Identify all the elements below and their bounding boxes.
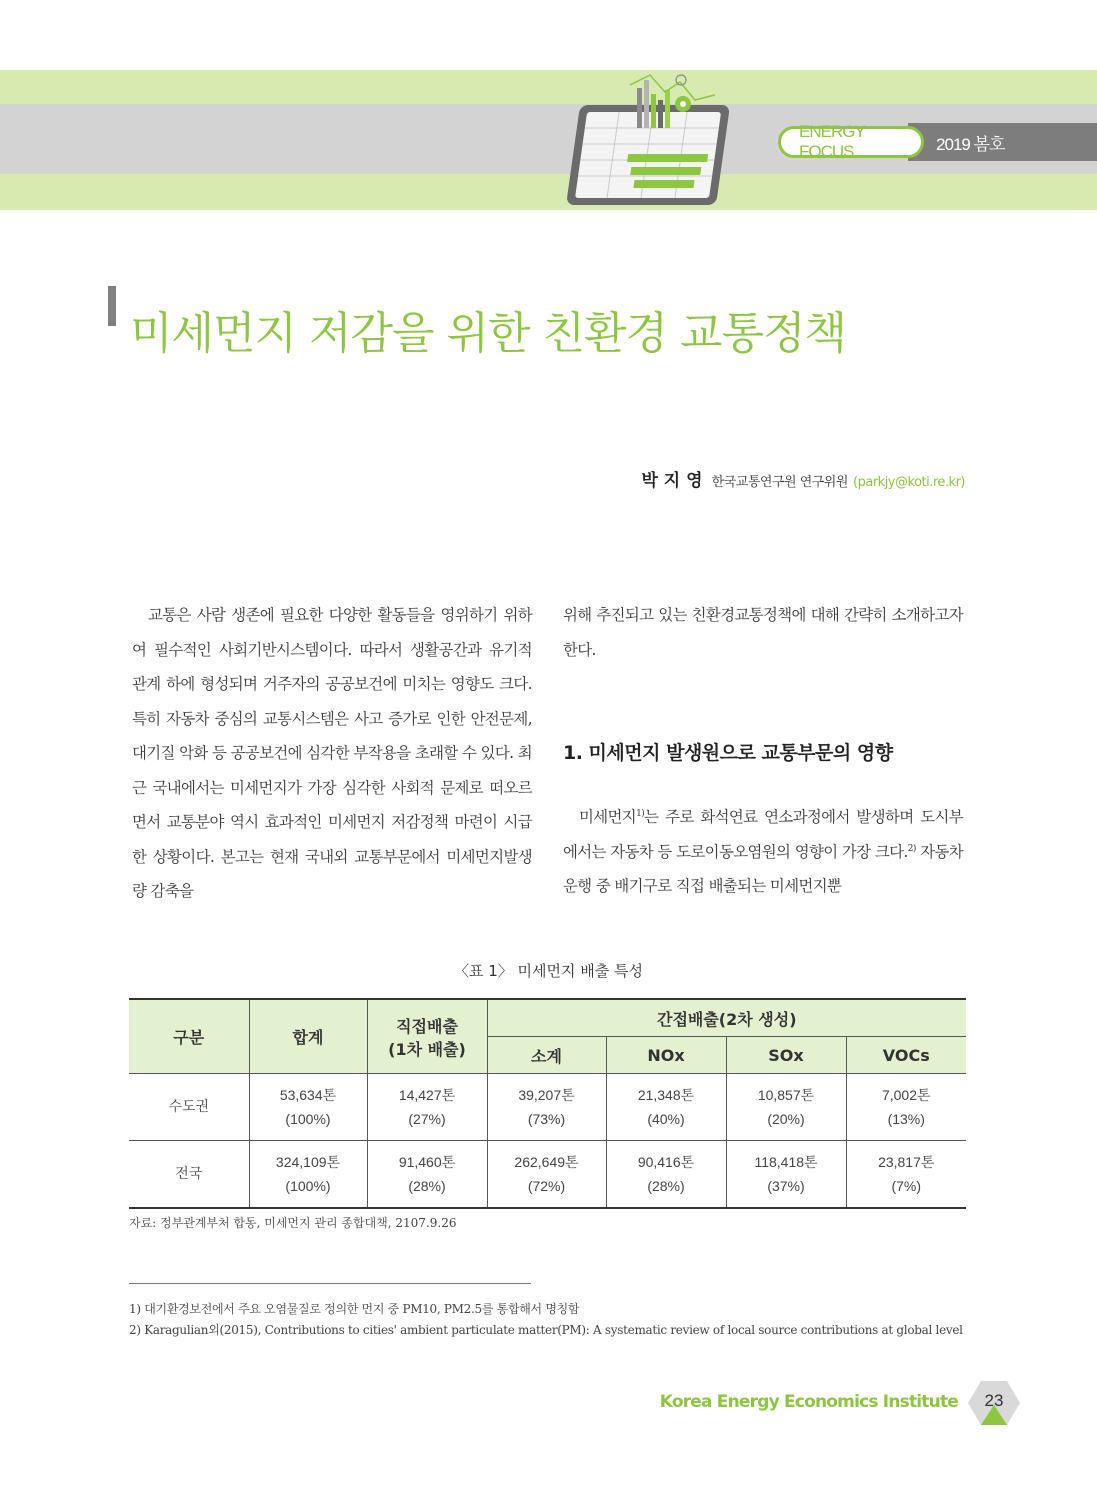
page-number: 23 bbox=[984, 1391, 1004, 1410]
header-badge-group bbox=[778, 122, 1097, 162]
paragraph-text-part: 자동차 운행 중 배기구로 직접 배출되는 미세먼지뿐 bbox=[563, 842, 963, 895]
header-sox: SOx bbox=[726, 1037, 846, 1074]
footnote-divider bbox=[129, 1283, 531, 1284]
cell-percent: (73%) bbox=[527, 1111, 566, 1127]
cell-percent: (7%) bbox=[891, 1178, 922, 1194]
emissions-table bbox=[129, 998, 966, 1209]
table-cell bbox=[487, 1141, 606, 1209]
body-paragraph-right-1: 위해 추진되고 있는 친환경교통정책에 대해 간략히 소개하고자 한다. bbox=[563, 606, 963, 659]
section-heading: 1. 미세먼지 발생원으로 교통부문의 영향 bbox=[563, 742, 893, 764]
author-line bbox=[641, 466, 965, 491]
cell-percent: (37%) bbox=[767, 1178, 805, 1194]
table-row bbox=[129, 1141, 966, 1209]
body-paragraph-right-2 bbox=[563, 800, 963, 904]
author-email: (parkjy@koti.re.kr) bbox=[853, 475, 965, 490]
cell-value: 23,817톤 bbox=[878, 1154, 935, 1170]
header-direct-line1: 직접배출 bbox=[396, 1016, 458, 1036]
header-total: 합계 bbox=[249, 999, 367, 1074]
header-vocs: VOCs bbox=[846, 1037, 966, 1074]
row-label: 전국 bbox=[129, 1141, 249, 1209]
table-cell bbox=[846, 1074, 966, 1141]
cell-percent: (13%) bbox=[887, 1111, 925, 1127]
table-cell bbox=[487, 1074, 606, 1141]
cell-value: 39,207톤 bbox=[518, 1087, 575, 1103]
table-cell bbox=[606, 1074, 726, 1141]
footnote-2: 2) Karagulian외(2015), Contributions to cities' ambient particulate matter(PM): A systematic review of local source contributions at global level bbox=[129, 1323, 963, 1337]
cell-percent: (100%) bbox=[285, 1178, 331, 1194]
institute-name: Korea Energy Economics Institute bbox=[659, 1392, 958, 1412]
table-cell bbox=[726, 1074, 846, 1141]
cell-percent: (40%) bbox=[647, 1111, 685, 1127]
table-source: 자료: 정부관계부처 합동, 미세먼지 관리 종합대책, 2107.9.26 bbox=[129, 1216, 457, 1230]
table-cell bbox=[249, 1074, 367, 1141]
header-category: 구분 bbox=[129, 999, 249, 1074]
header-indirect: 간접배출(2차 생성) bbox=[487, 999, 966, 1037]
author-name: 박 지 영 bbox=[641, 471, 703, 491]
table-cell bbox=[726, 1141, 846, 1209]
table-cell bbox=[367, 1141, 487, 1209]
footnote-1: 1) 대기환경보전에서 주요 오염물질로 정의한 먼지 중 PM10, PM2.5를 통합해서 명칭함 bbox=[129, 1302, 580, 1316]
issue-label: 2019 봄호 bbox=[908, 123, 1097, 161]
table-cell bbox=[606, 1141, 726, 1209]
cell-percent: (72%) bbox=[527, 1178, 566, 1194]
header-subtotal: 소계 bbox=[487, 1037, 606, 1074]
footnote-ref-1: 1) bbox=[636, 808, 645, 819]
cell-percent: (100%) bbox=[285, 1111, 331, 1127]
section-badge: ENERGY FOCUS bbox=[778, 126, 924, 158]
cell-value: 21,348톤 bbox=[637, 1087, 695, 1103]
table-cell bbox=[367, 1074, 487, 1141]
cell-value: 118,418톤 bbox=[754, 1154, 818, 1170]
table-cell bbox=[846, 1141, 966, 1209]
article-title: 미세먼지 저감을 위한 친환경 교통정책 bbox=[130, 308, 847, 360]
cell-percent: (28%) bbox=[408, 1178, 446, 1194]
cell-value: 90,416톤 bbox=[637, 1154, 695, 1170]
header-nox: NOx bbox=[606, 1037, 726, 1074]
body-paragraph-left: 교통은 사람 생존에 필요한 다양한 활동들을 영위하기 위하여 필수적인 사회기반시스템이다. 따라서 생활공간과 유기적 관계 하에 형성되며 거주자의 공공보건에 미치는 영향도 크다. 특히 자동차 중심의 교통시스템은 사고 증가로 인한 안전문제, 대기질 악화 등 공공보건에 심각한 부작용을 초래할 수 있다. 최근 국내에서는 미세먼지가 가장 심각한 사회적 문제로 떠오르면서 교통분야 역시 효과적인 미세먼지 저감정책 마련이 시급한 상황이다. 본고는 현재 국내외 교통부문에서 미세먼지발생량 감축을 bbox=[132, 606, 532, 900]
cell-percent: (20%) bbox=[767, 1111, 805, 1127]
cell-value: 53,634톤 bbox=[279, 1087, 337, 1103]
author-affiliation: 한국교통연구원 연구위원 bbox=[711, 475, 848, 490]
title-bar-marker bbox=[108, 286, 116, 326]
cell-percent: (27%) bbox=[408, 1111, 446, 1127]
cell-value: 10,857톤 bbox=[757, 1087, 815, 1103]
paragraph-text-part: 미세먼지 bbox=[579, 808, 637, 826]
header-direct bbox=[367, 999, 487, 1074]
cell-value: 7,002톤 bbox=[881, 1087, 931, 1103]
cell-value: 324,109톤 bbox=[275, 1154, 341, 1170]
table-caption: 〈표 1〉 미세먼지 배출 특성 bbox=[453, 962, 644, 980]
table-row bbox=[129, 1074, 966, 1141]
paragraph-text-part: 는 주로 화석연료 연소과정에서 발생하며 도시부에서는 자동차 등 도로이동오염원의 영향이 가장 크다. bbox=[563, 808, 963, 861]
tablet-chart-illustration bbox=[555, 70, 730, 210]
row-label: 수도권 bbox=[129, 1074, 249, 1141]
cell-value: 262,649톤 bbox=[514, 1154, 579, 1170]
footnote-ref-2: 2) bbox=[907, 843, 916, 854]
cell-percent: (28%) bbox=[647, 1178, 685, 1194]
table-cell bbox=[249, 1141, 367, 1209]
cell-value: 14,427톤 bbox=[398, 1087, 456, 1103]
cell-value: 91,460톤 bbox=[398, 1154, 456, 1170]
header-direct-line2: (1차 배출) bbox=[388, 1039, 466, 1059]
